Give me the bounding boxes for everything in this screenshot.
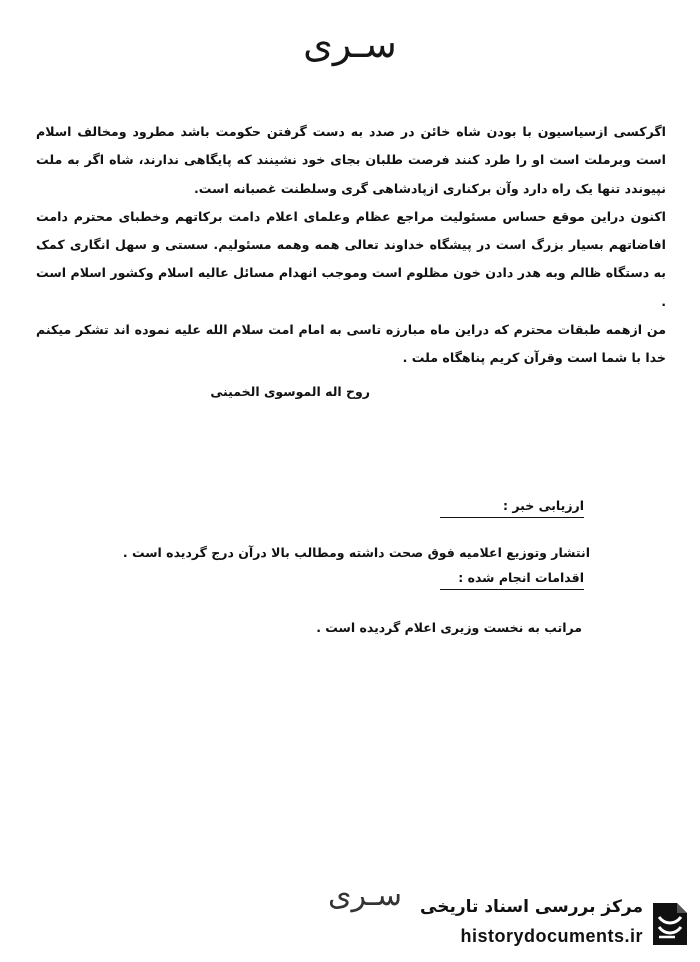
archive-watermark — [405, 895, 695, 955]
action-text: مراتب به نخست وزیری اعلام گردیده است . — [316, 620, 582, 635]
document-body — [36, 118, 666, 373]
paragraph-2: اکنون دراین موقع حساس مسئولیت مراجع عظام وعلمای اعلام دامت برکاتهم وخطبای محترم دامت افاضاتهم بسیار بزرگ است در پیشگاه خداوند تعالی همه وهمه مسئولیم. سستی و سهل انگاری کمک به دستگاه ظالم وبه هدر دادن خون مظلوم است وموجب انهدام مسائل عالیه اسلام وکشور اسلام است . — [36, 208, 666, 309]
paragraph-3: من ازهمه طبقات محترم که دراین ماه مبارزه تاسی به امام امت سلام الله علیه نموده اند تشکر میکنم خدا با شما است وقرآن کریم پناهگاه ملت . — [36, 322, 666, 366]
watermark-url: historydocuments.ir — [460, 926, 643, 946]
paragraph-1: اگرکسی ازسیاسیون با بودن شاه خائن در صدد به دست گرفتن حکومت باشد مطرود ومخالف اسلام است وبرملت است او را طرد کنند فرصت طلبان بجای خود نشینند که پایگاهی ندارند، شاه اگر به ملت نپیوندد تنها یک راه دارد وآن برکناری ازپادشاهی گری وسلطنت غصبانه است. — [36, 124, 666, 196]
evaluation-label: ارزیابی خبر : — [440, 498, 584, 518]
classification-footer: سـرى — [328, 878, 402, 913]
action-label: اقدامات انجام شده : — [440, 570, 584, 590]
document-archive-logo-icon — [647, 899, 693, 949]
signature: روح اله الموسوی الخمینی — [210, 384, 370, 399]
watermark-title: مرکز بررسی اسناد تاریخی — [420, 897, 643, 917]
evaluation-text: انتشار وتوزیع اعلامیه فوق صحت داشته ومطالب بالا درآن درج گردیده است . — [122, 545, 590, 560]
classification-header: سـرى — [303, 22, 397, 66]
